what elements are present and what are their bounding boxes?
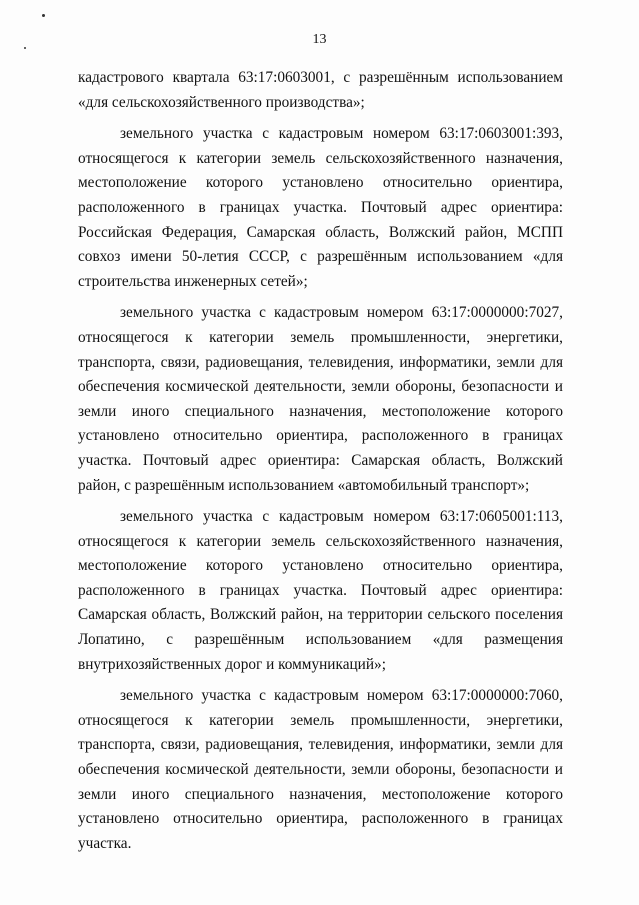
document-body xyxy=(78,66,563,856)
paragraph: земельного участка с кадастровым номером 63:17:0603001:393, относящегося к категории земель сельскохозяйственного назначения, местоположение которого установлено относительно ориентира, расположенного в границах участка. Почтовый адрес ориентира: Российская Федерация, Самарская область, Волжский район, МСПП совхоз имени 50-летия СССР, с разрешённым использованием «для строительства инженерных сетей»; xyxy=(78,125,563,290)
paragraph: земельного участка с кадастровым номером 63:17:0605001:113, относящегося к категории земель сельскохозяйственного назначения, местоположение которого установлено относительно ориентира, расположенного в границах участка. Почтовый адрес ориентира: Самарская область, Волжский район, на территории сельского поселения Лопатино, с разрешённым использованием «для размещения внутрихозяйственных дорог и коммуникаций»; xyxy=(78,508,563,673)
paragraph: земельного участка с кадастровым номером 63:17:0000000:7027, относящегося к категории земель промышленности, энергетики, транспорта, связи, радиовещания, телевидения, информатики, земли для обеспечения космической деятельности, земли обороны, безопасности и земли иного специального назначения, местоположение которого установлено относительно ориентира, расположенного в границах участка. Почтовый адрес ориентира: Самарская область, Волжский район, с разрешённым использованием «автомобильный транспорт»; xyxy=(78,304,563,494)
scan-speck xyxy=(42,14,45,17)
paragraph: земельного участка с кадастровым номером 63:17:0000000:7060, относящегося к категории земель промышленности, энергетики, транспорта, связи, радиовещания, телевидения, информатики, земли для обеспечения космической деятельности, земли обороны, безопасности и земли иного специального назначения, местоположение которого установлено относительно ориентира, расположенного в границах участка. xyxy=(78,687,563,852)
paragraph: кадастрового квартала 63:17:0603001, с разрешённым использованием «для сельскохозяйственного производства»; xyxy=(78,69,563,111)
page-number: 13 xyxy=(312,32,327,47)
